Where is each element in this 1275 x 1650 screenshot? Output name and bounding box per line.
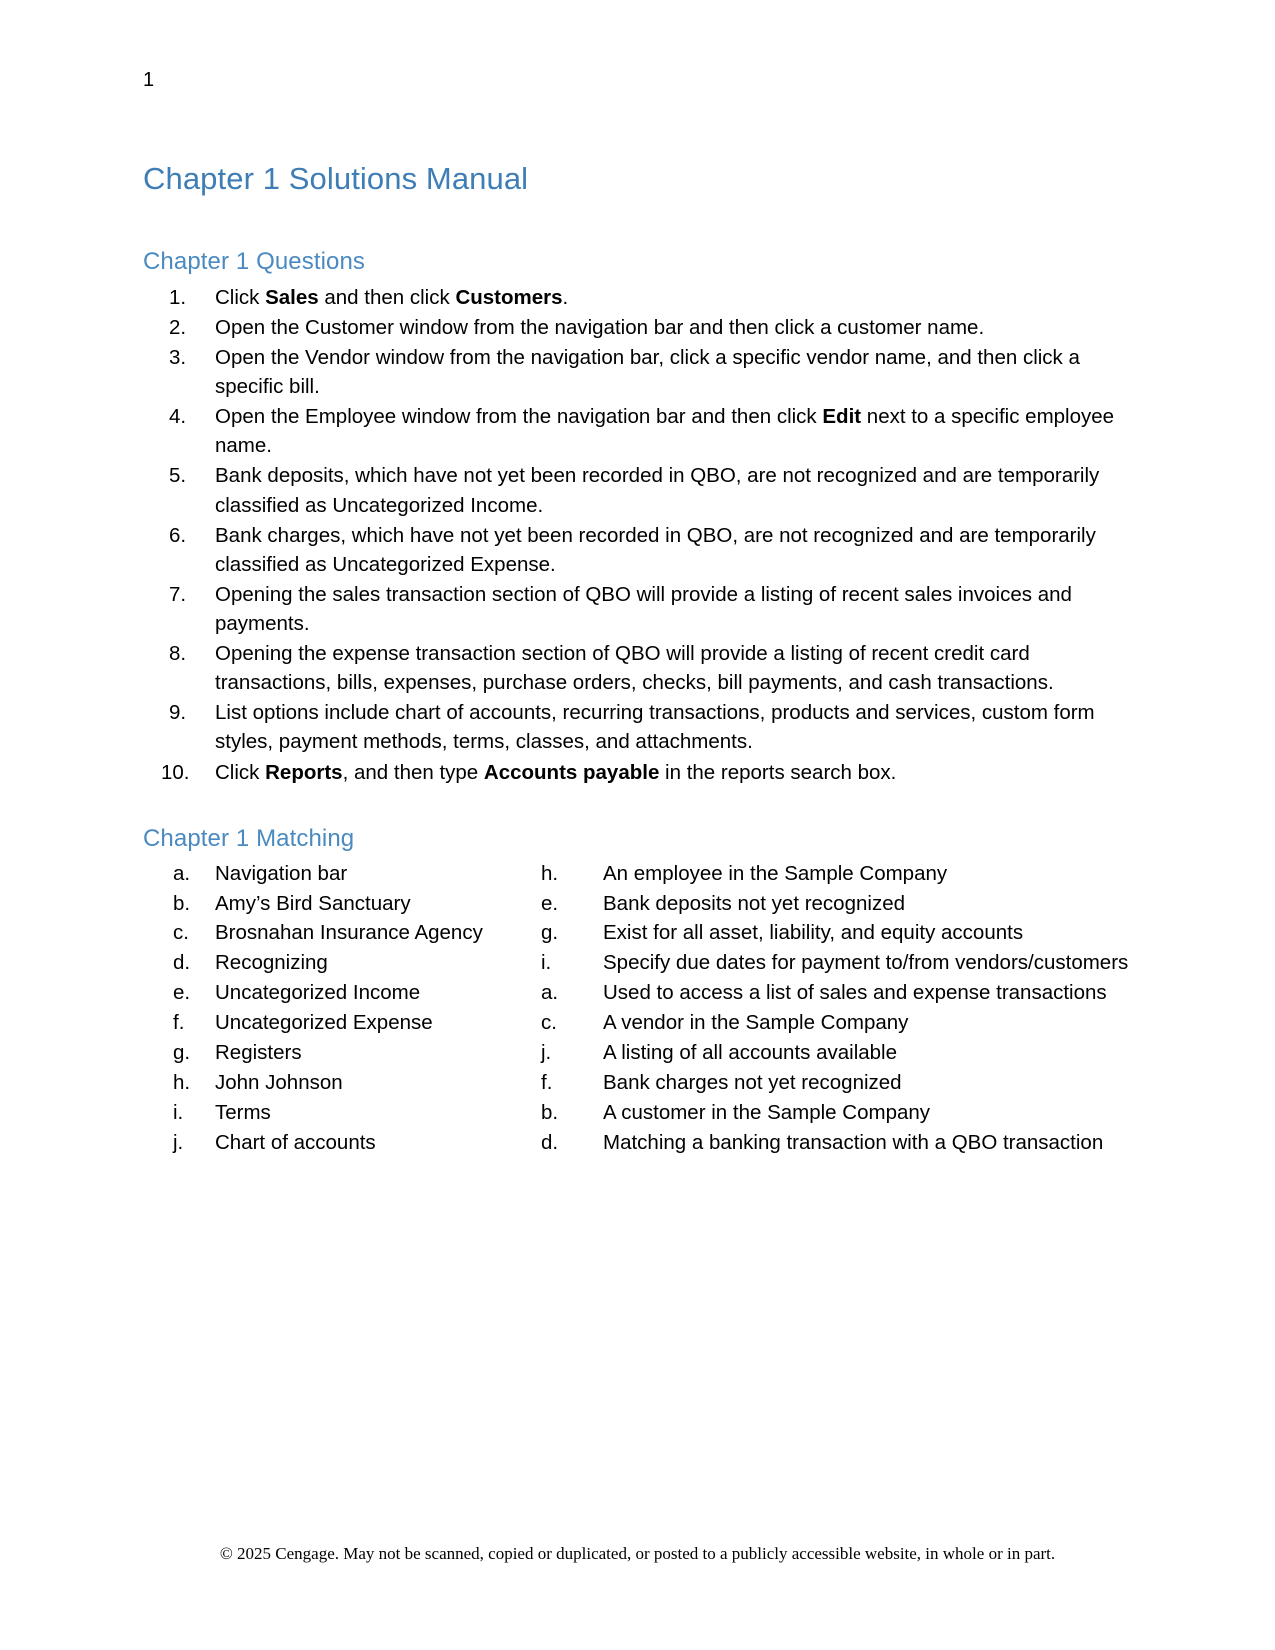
page-title: Chapter 1 Solutions Manual — [143, 161, 529, 196]
matching-left-text: Chart of accounts — [215, 1130, 376, 1154]
footer-copyright: © 2025 Cengage. May not be scanned, copied or duplicated, or posted to a publicly accessible website, in whole or in part. — [219, 1544, 1056, 1563]
matching-left-letter: j. — [173, 1130, 184, 1154]
question-number: 9. — [169, 701, 187, 725]
matching-left-text: Registers — [215, 1040, 302, 1064]
matching-right-text: Bank charges not yet recognized — [603, 1070, 902, 1094]
matching-right-letter: j. — [541, 1040, 552, 1064]
matching-left-letter: g. — [173, 1040, 191, 1064]
matching-right-text: An employee in the Sample Company — [603, 861, 948, 885]
question-text-run: Click — [215, 760, 266, 784]
matching-right-letter: d. — [541, 1130, 559, 1154]
matching-left-item — [143, 860, 523, 889]
matching-left-text: Brosnahan Insurance Agency — [215, 921, 483, 945]
matching-right-letter: a. — [541, 981, 559, 1005]
matching-left-text: Uncategorized Income — [215, 981, 421, 1005]
matching-left-item — [143, 949, 523, 978]
matching-right-letter: i. — [541, 951, 552, 975]
question-text — [215, 346, 1080, 398]
question-text-run: Bank deposits, which have not yet been recorded in QBO, are not recognized and are temporarily classified as Uncategorized Income. — [215, 464, 1100, 517]
question-item — [143, 580, 1133, 638]
question-text-run: Open the Customer window from the navigation bar and then click a customer name. — [215, 315, 985, 339]
matching-right-letter: h. — [541, 861, 559, 885]
question-text-run: Open the Vendor window from the navigation bar, click a specific vendor name, and then click a specific bill. — [215, 345, 1080, 399]
question-number: 8. — [169, 642, 187, 666]
matching-left-item — [143, 1099, 523, 1128]
question-item — [143, 698, 1133, 756]
matching-right-item — [523, 1039, 1123, 1068]
question-emphasis: Edit — [822, 405, 862, 429]
question-text — [215, 642, 1054, 694]
question-number: 4. — [169, 405, 187, 429]
question-text-run: and then click — [318, 285, 456, 309]
matching-left-text: Uncategorized Expense — [215, 1011, 433, 1035]
question-text-run: next to a specific employee name. — [215, 405, 1115, 458]
matching-right-text: Matching a banking transaction with a QBO transaction — [603, 1130, 1104, 1154]
matching-right-text: A vendor in the Sample Company — [603, 1011, 909, 1035]
matching-right-letter: b. — [541, 1100, 559, 1124]
matching-right-item — [523, 1009, 1123, 1038]
question-text-run: , and then type — [342, 760, 484, 784]
matching-left-item — [143, 890, 523, 919]
matching-right-text: A listing of all accounts available — [603, 1040, 898, 1064]
matching-left-letter: d. — [173, 951, 191, 975]
matching-left-item — [143, 919, 523, 948]
question-number: 3. — [169, 345, 187, 369]
questions-section-heading: Chapter 1 Questions — [143, 247, 366, 275]
matching-right-item — [523, 949, 1129, 978]
document-content — [143, 160, 1133, 1159]
matching-left-item — [143, 1039, 523, 1068]
question-text — [215, 464, 1099, 516]
question-emphasis: Reports — [265, 760, 343, 784]
matching-right-column — [523, 860, 1129, 1159]
matching-left-item — [143, 979, 523, 1008]
page-number: 1 — [143, 69, 155, 91]
question-item — [143, 639, 1133, 697]
question-number: 6. — [169, 523, 187, 547]
question-text-run: Bank charges, which have not yet been recorded in QBO, are not recognized and are temporarily classified as Uncategorized Expense. — [215, 523, 1096, 576]
question-text-run: Click — [215, 285, 266, 309]
question-text-run: in the reports search box. — [659, 760, 897, 784]
question-text — [215, 405, 1114, 457]
matching-left-column — [143, 860, 523, 1159]
matching-right-text: Bank deposits not yet recognized — [603, 891, 905, 915]
matching-right-text: A customer in the Sample Company — [603, 1100, 931, 1124]
matching-right-item — [523, 979, 1123, 1008]
matching-spacer — [143, 788, 1133, 824]
question-text — [215, 286, 568, 309]
question-text — [215, 701, 1095, 753]
questions-list — [143, 283, 1133, 787]
question-text-run: Opening the expense transaction section of QBO will provide a listing of recent credit card transactions, bills, expenses, purchase orders, checks, bill payments, and cash transactions. — [215, 642, 1054, 695]
matching-left-letter: b. — [173, 891, 191, 915]
matching-right-item — [523, 1099, 1123, 1128]
matching-right-item — [523, 890, 1123, 919]
matching-left-text: John Johnson — [215, 1070, 343, 1094]
matching-columns — [143, 860, 1133, 1159]
matching-left-letter: e. — [173, 981, 191, 1005]
question-emphasis: Accounts payable — [483, 760, 660, 784]
question-text — [215, 761, 896, 784]
matching-left-letter: i. — [173, 1100, 184, 1124]
question-item — [143, 343, 1133, 401]
matching-left-letter: f. — [173, 1011, 185, 1035]
question-item — [143, 313, 1133, 342]
matching-right-text: Used to access a list of sales and expense transactions — [603, 981, 1107, 1005]
question-item — [143, 758, 1133, 787]
matching-left-letter: a. — [173, 861, 191, 885]
matching-right-letter: c. — [541, 1011, 557, 1035]
matching-right-letter: e. — [541, 891, 559, 915]
question-item — [143, 461, 1133, 519]
matching-right-letter: g. — [541, 921, 559, 945]
matching-left-text: Terms — [215, 1100, 271, 1124]
question-number: 10. — [161, 760, 190, 784]
matching-left-item — [143, 1009, 523, 1038]
matching-right-text: Specify due dates for payment to/from vendors/customers — [603, 951, 1129, 975]
question-text-run: . — [562, 285, 569, 309]
matching-right-item — [523, 1129, 1123, 1158]
question-number: 1. — [169, 285, 187, 309]
matching-left-text: Amy’s Bird Sanctuary — [215, 891, 411, 915]
question-emphasis: Sales — [265, 285, 319, 309]
question-text — [215, 316, 984, 339]
question-number: 2. — [169, 315, 187, 339]
question-emphasis: Customers — [455, 285, 563, 309]
matching-section-heading: Chapter 1 Matching — [143, 824, 355, 852]
matching-left-text: Recognizing — [215, 951, 328, 975]
title-spacer — [143, 199, 1133, 247]
question-item — [143, 402, 1133, 460]
question-text — [215, 583, 1072, 635]
matching-left-item — [143, 1069, 523, 1098]
question-item — [143, 521, 1133, 579]
matching-left-item — [143, 1129, 523, 1158]
matching-right-item — [523, 1069, 1123, 1098]
question-number: 7. — [169, 582, 187, 606]
matching-right-item — [523, 919, 1123, 948]
matching-left-letter: c. — [173, 921, 189, 945]
question-text-run: List options include chart of accounts, recurring transactions, products and services, custom form styles, payment methods, terms, classes, and attachments. — [215, 701, 1095, 754]
matching-left-text: Navigation bar — [215, 861, 348, 885]
question-text-run: Opening the sales transaction section of QBO will provide a listing of recent sales invoices and payments. — [215, 582, 1072, 635]
question-item — [143, 283, 1133, 312]
matching-right-item — [523, 860, 1123, 889]
question-text-run: Open the Employee window from the navigation bar and then click — [215, 405, 823, 429]
matching-right-letter: f. — [541, 1070, 553, 1094]
matching-left-letter: h. — [173, 1070, 191, 1094]
question-text — [215, 524, 1096, 576]
matching-right-text: Exist for all asset, liability, and equity accounts — [603, 921, 1024, 945]
question-number: 5. — [169, 464, 187, 488]
